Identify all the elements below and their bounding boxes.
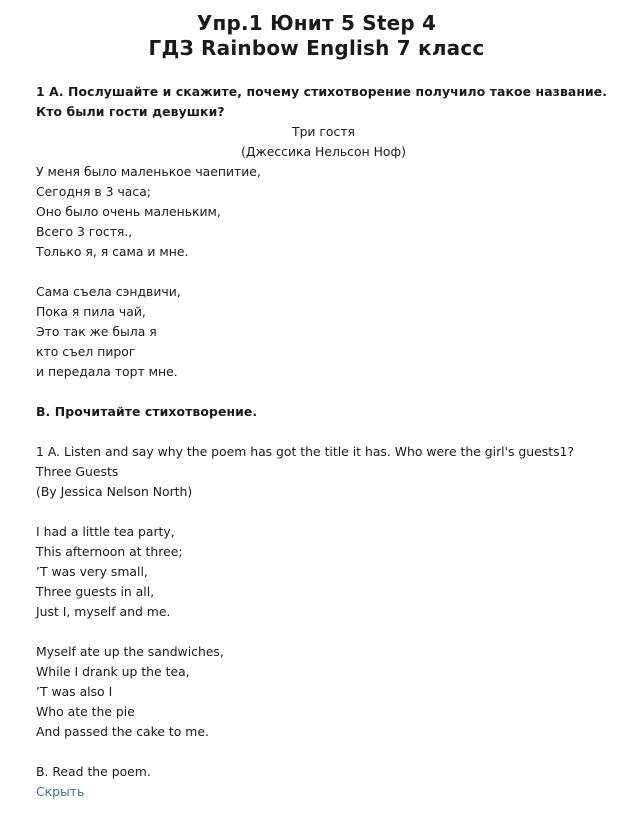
- ru-poem-line: Сама съела сэндвичи,: [36, 284, 181, 299]
- en-poem-line: Just I, myself and me.: [36, 604, 171, 619]
- en-poem-line: ’T was also I: [36, 684, 113, 699]
- ru-poem-line: Только я, я сама и мне.: [36, 244, 189, 259]
- section-gap: [36, 382, 611, 402]
- en-poem-line: I had a little tea party,: [36, 524, 175, 539]
- ru-poem-line: У меня было маленькое чаепитие,: [36, 164, 261, 179]
- en-poem-line: And passed the cake to me.: [36, 724, 209, 739]
- en-poem-line: ’T was very small,: [36, 564, 148, 579]
- section-gap: [36, 742, 611, 762]
- ru-poem-line: Оно было очень маленьким,: [36, 204, 221, 219]
- ru-task-heading: 1 А. Послушайте и скажите, почему стихотворение получило такое название. Кто были гости девушки?: [36, 84, 608, 119]
- ru-poem-title: Три гостя: [292, 124, 355, 139]
- ru-poem-line: Пока я пила чай,: [36, 304, 146, 319]
- ru-poem-line: и передала торт мне.: [36, 364, 178, 379]
- en-task-b: B. Read the poem.: [36, 764, 151, 779]
- en-poem-title: Three Guests: [36, 464, 119, 479]
- answer-content: [36, 82, 611, 802]
- hide-link[interactable]: Скрыть: [36, 784, 85, 799]
- en-poem-line: Three guests in all,: [36, 584, 155, 599]
- en-task-heading: 1 A. Listen and say why the poem has got the title it has. Who were the girl's guests1?: [36, 444, 575, 459]
- ru-poem-line: кто съел пирог: [36, 344, 136, 359]
- section-gap: [36, 422, 611, 442]
- stanza-gap: [36, 622, 611, 642]
- section-gap: [36, 502, 611, 522]
- stanza-gap: [36, 262, 611, 282]
- en-poem-author: (By Jessica Nelson North): [36, 484, 193, 499]
- ru-poem-line: Всего 3 гостя.,: [36, 224, 133, 239]
- en-poem-line: This afternoon at three;: [36, 544, 183, 559]
- page-title: [0, 0, 633, 61]
- ru-poem-author: (Джессика Нельсон Ноф): [241, 144, 406, 159]
- page-title-line1: Упр.1 Юнит 5 Step 4: [196, 11, 437, 35]
- ru-poem-line: Сегодня в 3 часа;: [36, 184, 151, 199]
- en-poem-line: While I drank up the tea,: [36, 664, 190, 679]
- ru-task-b-heading: B. Прочитайте стихотворение.: [36, 404, 258, 419]
- page-title-line2: ГДЗ Rainbow English 7 класс: [148, 36, 485, 60]
- ru-poem-line: Это так же была я: [36, 324, 157, 339]
- en-poem-line: Who ate the pie: [36, 704, 135, 719]
- en-poem-line: Myself ate up the sandwiches,: [36, 644, 224, 659]
